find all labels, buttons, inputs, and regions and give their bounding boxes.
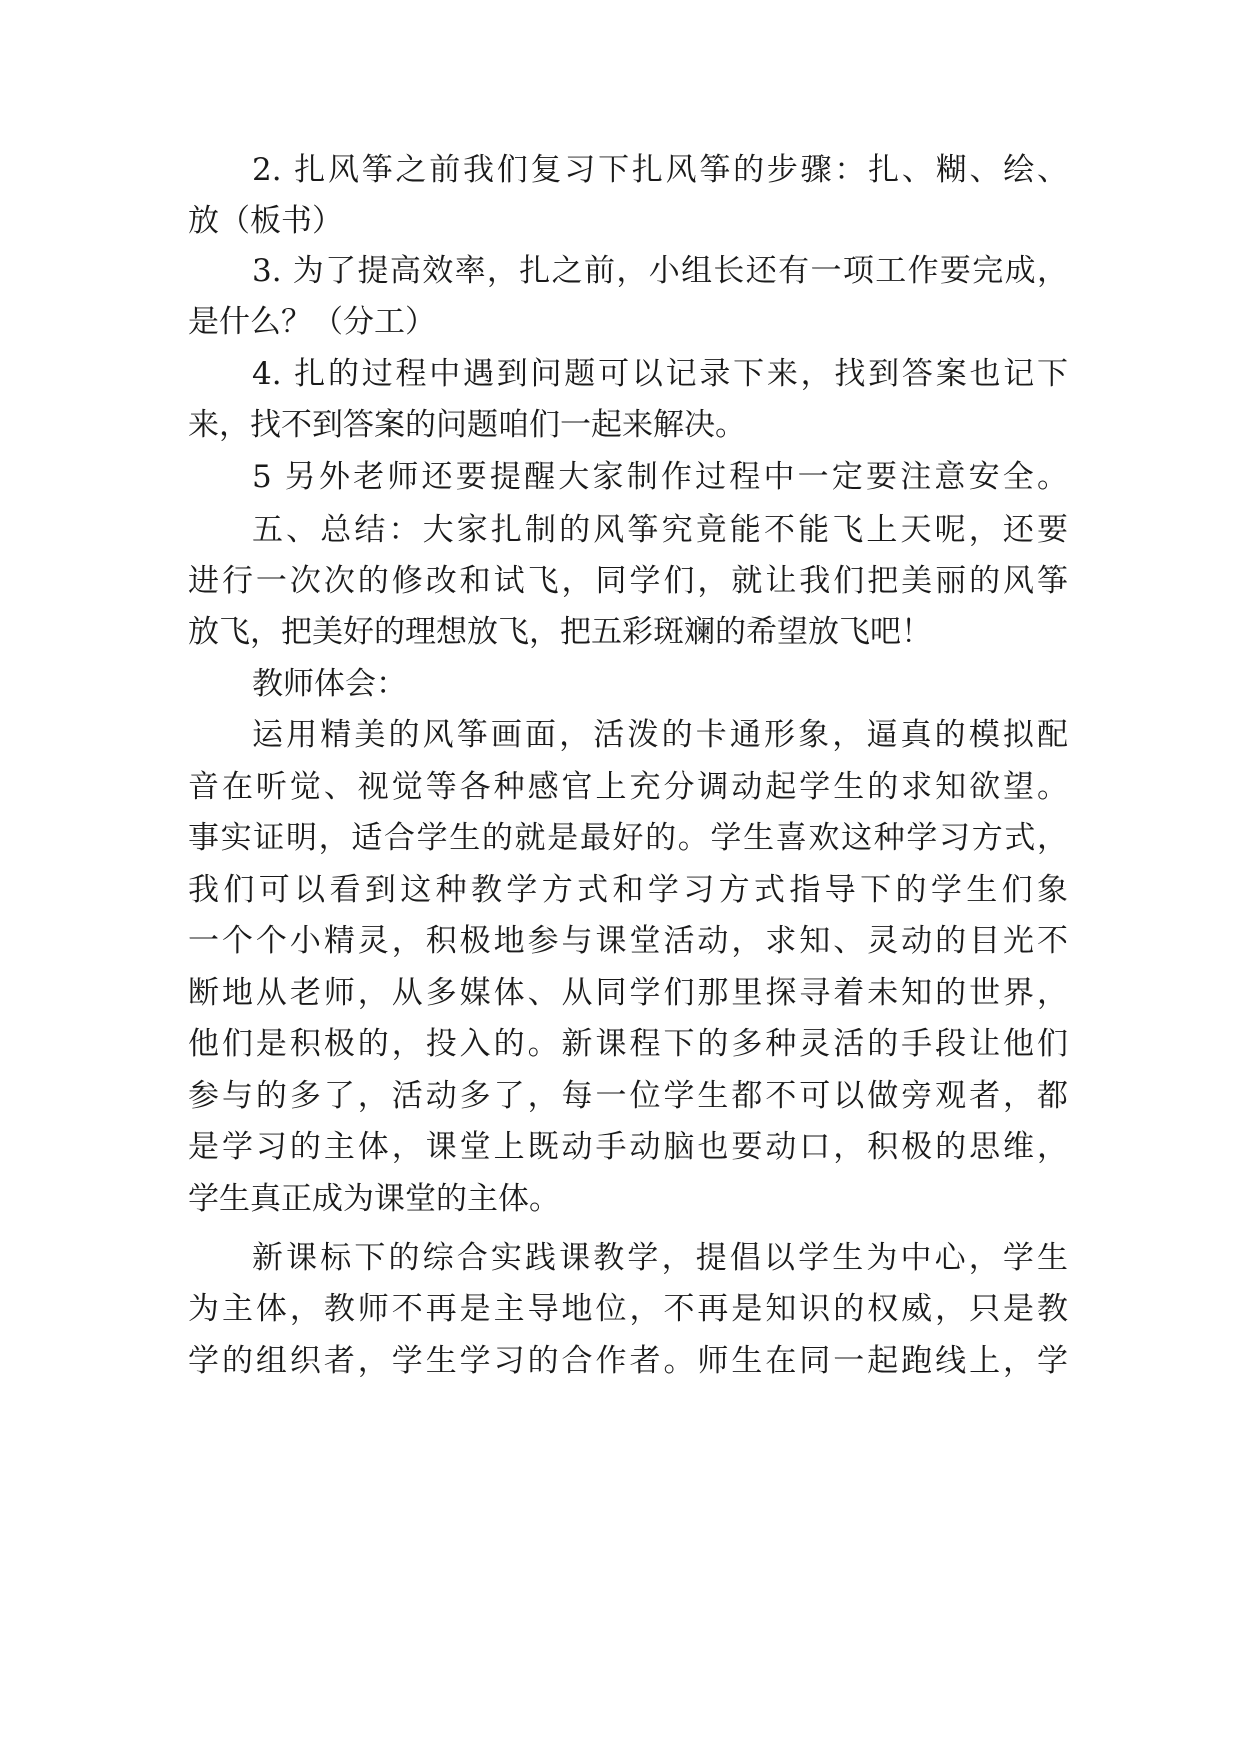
paragraph-line: 五、总结：大家扎制的风筝究竟能不能飞上天呢，还要 [252,512,1068,548]
section-heading: 教师体会： [252,666,407,702]
paragraph-line: 放飞，把美好的理想放飞，把五彩斑斓的希望放飞吧！ [188,614,932,650]
paragraph-line: 放（板书） [188,203,343,239]
paragraph-line: 音在听觉、视觉等各种感官上充分调动起学生的求知欲望。 [188,769,1068,805]
paragraph-line: 为主体，教师不再是主导地位，不再是知识的权威，只是教 [188,1291,1068,1327]
paragraph-line: 我们可以看到这种教学方式和学习方式指导下的学生们象 [188,872,1068,908]
paragraph-line: 2. 扎风筝之前我们复习下扎风筝的步骤：扎、糊、绘、 [252,152,1068,188]
paragraph-line: 来，找不到答案的问题咱们一起来解决。 [188,407,746,443]
paragraph-line: 是什么？（分工） [188,304,436,340]
paragraph-line: 是学习的主体，课堂上既动手动脑也要动口，积极的思维， [188,1129,1068,1165]
paragraph-line: 他们是积极的，投入的。新课程下的多种灵活的手段让他们 [188,1026,1068,1062]
paragraph-line: 运用精美的风筝画面，活泼的卡通形象，逼真的模拟配 [252,717,1068,753]
paragraph-line: 事实证明，适合学生的就是最好的。学生喜欢这种学习方式， [188,820,1068,856]
paragraph-line: 3. 为了提高效率，扎之前，小组长还有一项工作要完成， [252,253,1068,289]
paragraph-line: 一个个小精灵，积极地参与课堂活动，求知、灵动的目光不 [188,923,1068,959]
paragraph-line: 断地从老师，从多媒体、从同学们那里探寻着未知的世界， [188,975,1068,1011]
paragraph-line: 参与的多了，活动多了，每一位学生都不可以做旁观者，都 [188,1078,1068,1114]
paragraph-line: 5 另外老师还要提醒大家制作过程中一定要注意安全。 [252,459,1068,495]
paragraph-line: 进行一次次的修改和试飞，同学们，就让我们把美丽的风筝 [188,563,1068,599]
paragraph-line: 学生真正成为课堂的主体。 [188,1181,560,1217]
paragraph-line: 新课标下的综合实践课教学，提倡以学生为中心，学生 [252,1240,1068,1276]
paragraph-line: 学的组织者，学生学习的合作者。师生在同一起跑线上，学 [188,1343,1068,1379]
paragraph-line: 4. 扎的过程中遇到问题可以记录下来，找到答案也记下 [252,356,1068,392]
